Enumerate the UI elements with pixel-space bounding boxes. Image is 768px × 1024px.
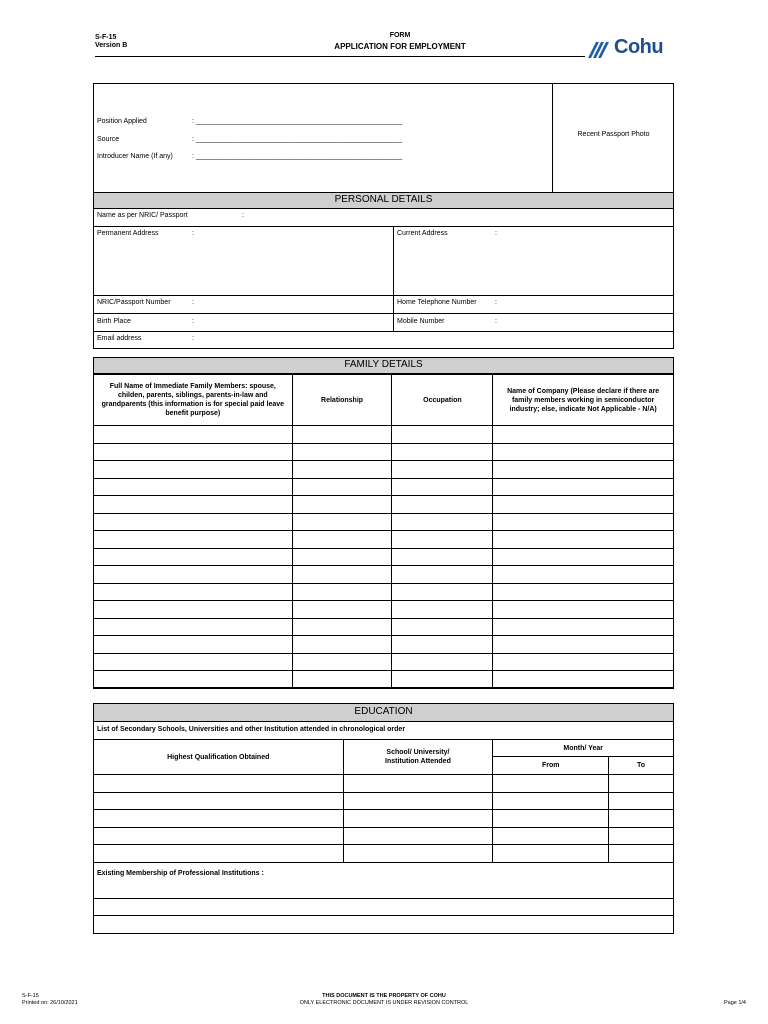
doc-code: S-F-15 [95, 34, 117, 41]
family-row [94, 583, 674, 601]
education-to-cell[interactable] [609, 845, 674, 863]
nric-row-rule [94, 313, 673, 314]
education-row [94, 845, 674, 863]
education-col-school: School/ University/ Institution Attended [343, 740, 493, 775]
introducer-field[interactable]: : _____________________________________________________ [192, 153, 403, 160]
family-occupation-cell[interactable] [392, 671, 493, 689]
family-company-cell[interactable] [493, 443, 674, 461]
family-details-header [94, 358, 673, 374]
family-row [94, 496, 674, 514]
nric-label: NRIC/Passport Number [97, 299, 171, 306]
membership-label: Existing Membership of Professional Institutions : [97, 870, 264, 877]
family-company-cell[interactable] [493, 671, 674, 689]
education-list-label: List of Secondary Schools, Universities and other Institution attended in chronological order [97, 726, 406, 733]
education-to-cell[interactable] [609, 810, 674, 828]
footer-property-notice: THIS DOCUMENT IS THE PROPERTY OF COHU [322, 993, 446, 999]
family-occupation-cell[interactable] [392, 636, 493, 654]
education-row [94, 827, 674, 845]
education-from-cell[interactable] [493, 810, 609, 828]
family-occupation-cell[interactable] [392, 443, 493, 461]
birth-row-rule [94, 331, 673, 332]
family-company-cell[interactable] [493, 478, 674, 496]
family-name-cell[interactable] [94, 566, 293, 584]
family-name-cell[interactable] [94, 443, 293, 461]
family-name-cell[interactable] [94, 671, 293, 689]
mobile-number-label: Mobile Number [397, 318, 445, 325]
family-company-cell[interactable] [493, 618, 674, 636]
education-from-cell[interactable] [493, 827, 609, 845]
family-row [94, 531, 674, 549]
family-name-cell[interactable] [94, 548, 293, 566]
family-table [93, 374, 674, 689]
family-occupation-cell[interactable] [392, 583, 493, 601]
family-name-cell[interactable] [94, 583, 293, 601]
membership-field-1[interactable] [96, 899, 671, 914]
mobile-number-colon: : [495, 318, 497, 325]
family-row [94, 443, 674, 461]
footer-doc-code: S-F-15 [22, 993, 39, 999]
education-school-cell[interactable] [343, 775, 493, 793]
family-name-cell[interactable] [94, 618, 293, 636]
introducer-label: Introducer Name (If any) [97, 153, 173, 160]
family-col-occupation: Occupation [392, 375, 493, 426]
family-row [94, 618, 674, 636]
current-address-colon: : [495, 230, 497, 237]
education-col-from: From [493, 757, 609, 775]
family-company-cell[interactable] [493, 653, 674, 671]
email-field[interactable] [200, 333, 670, 347]
education-qualification-cell[interactable] [94, 810, 344, 828]
family-relationship-cell[interactable] [292, 601, 392, 619]
family-relationship-cell[interactable] [292, 513, 392, 531]
education-table [93, 739, 674, 863]
family-col-relationship: Relationship [292, 375, 392, 426]
family-occupation-cell[interactable] [392, 548, 493, 566]
passport-photo-placeholder[interactable]: Recent Passport Photo [577, 131, 650, 138]
header-rule [95, 56, 585, 57]
source-label: Source [97, 136, 120, 143]
birth-place-label: Birth Place [97, 318, 131, 325]
education-title: EDUCATION [354, 706, 413, 717]
personal-details-title: PERSONAL DETAILS [334, 194, 433, 205]
family-name-cell[interactable] [94, 461, 293, 479]
family-relationship-cell[interactable] [292, 618, 392, 636]
family-details-title: FAMILY DETAILS [344, 359, 423, 370]
address-row-rule [94, 295, 673, 296]
family-relationship-cell[interactable] [292, 653, 392, 671]
family-header-row [94, 375, 674, 426]
education-school-cell[interactable] [343, 792, 493, 810]
education-qualification-cell[interactable] [94, 775, 344, 793]
family-company-cell[interactable] [493, 583, 674, 601]
education-from-cell[interactable] [493, 845, 609, 863]
family-name-cell[interactable] [94, 426, 293, 444]
cohu-logo-text: Cohu [614, 36, 664, 58]
family-company-cell[interactable] [493, 496, 674, 514]
family-relationship-cell[interactable] [292, 636, 392, 654]
photo-divider [552, 83, 553, 193]
version-label: Version B [95, 42, 128, 49]
family-occupation-cell[interactable] [392, 566, 493, 584]
family-name-cell[interactable] [94, 601, 293, 619]
family-row [94, 513, 674, 531]
permanent-address-field[interactable] [200, 228, 390, 294]
home-telephone-field[interactable] [502, 297, 670, 311]
email-colon: : [192, 335, 194, 342]
family-relationship-cell[interactable] [292, 671, 392, 689]
family-occupation-cell[interactable] [392, 618, 493, 636]
family-col-company: Name of Company (Please declare if there are family members working in semiconductor industry; else, indicate Not Applicable - N/A) [493, 375, 674, 426]
family-row [94, 653, 674, 671]
education-from-cell[interactable] [493, 775, 609, 793]
address-divider [393, 226, 394, 331]
footer-page-number: Page 1/4 [723, 1000, 746, 1006]
family-row [94, 478, 674, 496]
family-company-cell[interactable] [493, 531, 674, 549]
family-row [94, 601, 674, 619]
family-company-cell[interactable] [493, 461, 674, 479]
family-row [94, 671, 674, 689]
footer-revision-notice: ONLY ELECTRONIC DOCUMENT IS UNDER REVISION CONTROL [299, 1000, 469, 1006]
family-relationship-cell[interactable] [292, 426, 392, 444]
education-header-row [94, 740, 674, 757]
education-to-cell[interactable] [609, 792, 674, 810]
family-company-cell[interactable] [493, 513, 674, 531]
family-row [94, 461, 674, 479]
family-name-cell[interactable] [94, 531, 293, 549]
page-title: APPLICATION FOR EMPLOYMENT [334, 42, 466, 51]
family-company-cell[interactable] [493, 566, 674, 584]
current-address-field[interactable] [502, 228, 670, 294]
permanent-address-label: Permanent Address [97, 230, 159, 237]
nric-colon: : [192, 299, 194, 306]
family-col-name: Full Name of Immediate Family Members: spouse, childen, parents, siblings, parents-in-law and grandparents (this information is for special paid leave benefit purpose) [94, 375, 293, 426]
education-school-cell[interactable] [343, 810, 493, 828]
cohu-logo [586, 36, 676, 60]
education-qualification-cell[interactable] [94, 792, 344, 810]
education-to-cell[interactable] [609, 827, 674, 845]
family-row [94, 636, 674, 654]
education-to-cell[interactable] [609, 775, 674, 793]
education-header [94, 704, 673, 722]
family-company-cell[interactable] [493, 548, 674, 566]
family-name-cell[interactable] [94, 513, 293, 531]
education-col-month-year: Month/ Year [493, 740, 674, 757]
education-from-cell[interactable] [493, 792, 609, 810]
family-relationship-cell[interactable] [292, 531, 392, 549]
family-relationship-cell[interactable] [292, 443, 392, 461]
family-name-cell[interactable] [94, 653, 293, 671]
education-school-cell[interactable] [343, 827, 493, 845]
home-telephone-label: Home Telephone Number [397, 299, 477, 306]
family-row [94, 426, 674, 444]
family-occupation-cell[interactable] [392, 653, 493, 671]
family-row [94, 566, 674, 584]
email-label: Email address [97, 335, 142, 342]
nric-field[interactable] [200, 297, 390, 311]
education-row [94, 810, 674, 828]
membership-field-2[interactable] [96, 916, 671, 931]
source-field[interactable]: : _____________________________________________________ [192, 136, 403, 143]
name-field[interactable] [250, 209, 670, 225]
education-col-to: To [609, 757, 674, 775]
position-applied-label: Position Applied [97, 118, 147, 125]
home-telephone-colon: : [495, 299, 497, 306]
family-name-cell[interactable] [94, 496, 293, 514]
name-colon: : [242, 212, 244, 219]
mobile-number-field[interactable] [502, 315, 670, 329]
family-relationship-cell[interactable] [292, 461, 392, 479]
current-address-label: Current Address [397, 230, 448, 237]
family-relationship-cell[interactable] [292, 478, 392, 496]
family-company-cell[interactable] [493, 601, 674, 619]
family-occupation-cell[interactable] [392, 513, 493, 531]
family-relationship-cell[interactable] [292, 496, 392, 514]
family-occupation-cell[interactable] [392, 461, 493, 479]
family-relationship-cell[interactable] [292, 583, 392, 601]
family-relationship-cell[interactable] [292, 566, 392, 584]
education-school-cell[interactable] [343, 845, 493, 863]
family-occupation-cell[interactable] [392, 496, 493, 514]
footer-printed-date: Printed on: 26/10/2021 [22, 1000, 78, 1006]
family-name-cell[interactable] [94, 636, 293, 654]
family-occupation-cell[interactable] [392, 478, 493, 496]
personal-details-header [94, 192, 673, 209]
birth-place-colon: : [192, 318, 194, 325]
name-label: Name as per NRIC/ Passport [97, 212, 188, 219]
family-company-cell[interactable] [493, 426, 674, 444]
education-col-qualification: Highest Qualification Obtained [94, 740, 344, 775]
family-occupation-cell[interactable] [392, 531, 493, 549]
family-row [94, 548, 674, 566]
education-qualification-cell[interactable] [94, 827, 344, 845]
family-company-cell[interactable] [493, 636, 674, 654]
family-occupation-cell[interactable] [392, 601, 493, 619]
education-row [94, 775, 674, 793]
education-row [94, 792, 674, 810]
family-relationship-cell[interactable] [292, 548, 392, 566]
name-row-rule [94, 226, 673, 227]
permanent-address-colon: : [192, 230, 194, 237]
education-qualification-cell[interactable] [94, 845, 344, 863]
form-label: FORM [389, 32, 411, 39]
birth-place-field[interactable] [200, 315, 390, 329]
family-occupation-cell[interactable] [392, 426, 493, 444]
position-applied-field[interactable]: : _____________________________________________________ [192, 118, 403, 125]
family-name-cell[interactable] [94, 478, 293, 496]
